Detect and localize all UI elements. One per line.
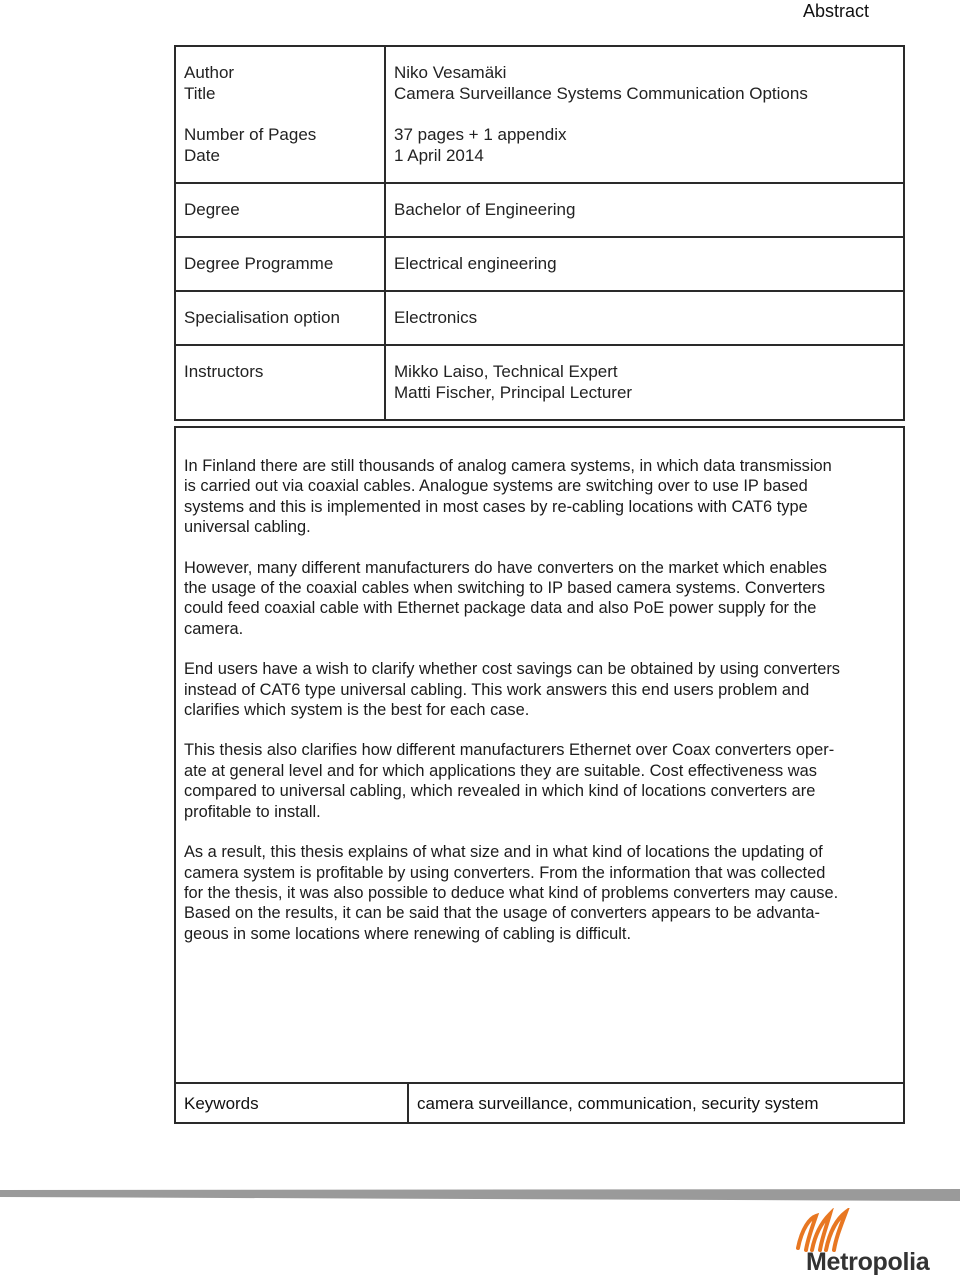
programme-value: Electrical engineering bbox=[385, 237, 904, 291]
paragraph-line: could feed coaxial cable with Ethernet package data and also PoE power supply for the bbox=[184, 599, 817, 618]
date-value: 1 April 2014 bbox=[394, 146, 484, 165]
info-row-instructors bbox=[175, 345, 904, 420]
paragraph-line: Based on the results, it can be said that the usage of converters appears to be advanta- bbox=[184, 904, 820, 923]
info-row-main bbox=[175, 46, 904, 183]
specialisation-label: Specialisation option bbox=[175, 291, 385, 345]
paragraph-line: End users have a wish to clarify whether cost savings can be obtained by using converters bbox=[184, 660, 840, 679]
paragraph-line: geous in some locations where renewing of cabling is difficult. bbox=[184, 924, 632, 943]
author-value: Niko Vesamäki bbox=[394, 63, 507, 82]
abstract-body bbox=[174, 426, 905, 1084]
info-row-specialisation bbox=[175, 291, 904, 345]
info-values-cell bbox=[385, 46, 904, 183]
abstract-paragraph bbox=[184, 740, 895, 822]
paragraph-line: As a result, this thesis explains of what size and in what kind of locations the updating of bbox=[184, 843, 823, 862]
paragraph-line: is carried out via coaxial cables. Analogue systems are switching over to use IP based bbox=[184, 477, 808, 496]
pages-value: 37 pages + 1 appendix bbox=[394, 125, 567, 144]
title-value: Camera Surveillance Systems Communication Options bbox=[394, 84, 808, 103]
paragraph-line: In Finland there are still thousands of analog camera systems, in which data transmission bbox=[184, 457, 832, 475]
footer-band bbox=[0, 1189, 960, 1201]
paragraph-line: profitable to install. bbox=[184, 802, 321, 821]
paragraph-line: camera system is profitable by using converters. From the information that was collected bbox=[184, 863, 826, 882]
paragraph-line: This thesis also clarifies how different manufacturers Ethernet over Coax converters oper- bbox=[184, 741, 835, 760]
abstract-paragraph bbox=[184, 659, 895, 720]
paragraph-line: However, many different manufacturers do have converters on the market which enables bbox=[184, 558, 827, 577]
abstract-paragraph bbox=[184, 456, 895, 538]
keywords-row bbox=[174, 1084, 905, 1124]
pages-label: Number of Pages bbox=[184, 125, 317, 144]
instructor-2: Matti Fischer, Principal Lecturer bbox=[394, 383, 633, 402]
instructors-label: Instructors bbox=[175, 345, 385, 420]
paragraph-line: for the thesis, it was also possible to deduce what kind of problems converters may cause. bbox=[184, 883, 839, 902]
footer-band-shape bbox=[0, 1189, 960, 1201]
degree-label: Degree bbox=[175, 183, 385, 237]
info-row-programme bbox=[175, 237, 904, 291]
abstract-paragraph bbox=[184, 842, 895, 944]
info-labels-cell bbox=[175, 46, 385, 183]
author-label: Author bbox=[184, 63, 235, 82]
paragraph-line: instead of CAT6 type universal cabling. This work answers this end users problem and bbox=[184, 680, 810, 699]
paragraph-line: camera. bbox=[184, 619, 244, 638]
logo-wordmark: Metropolia bbox=[806, 1248, 930, 1276]
instructors-value-cell bbox=[385, 345, 904, 420]
paragraph-line: clarifies which system is the best for each case. bbox=[184, 701, 530, 720]
keywords-value: camera surveillance, communication, security system bbox=[417, 1094, 819, 1113]
specialisation-value: Electronics bbox=[385, 291, 904, 345]
thesis-info-table bbox=[174, 45, 905, 421]
abstract-paragraph bbox=[184, 558, 895, 640]
instructor-1: Mikko Laiso, Technical Expert bbox=[394, 362, 618, 381]
date-label: Date bbox=[184, 146, 220, 165]
info-row-degree bbox=[175, 183, 904, 237]
degree-value: Bachelor of Engineering bbox=[385, 183, 904, 237]
paragraph-line: ate at general level and for which applications they are suitable. Cost effectiveness was bbox=[184, 761, 817, 780]
paragraph-line: compared to universal cabling, which revealed in which kind of locations converters are bbox=[184, 782, 816, 801]
keywords-label: Keywords bbox=[176, 1084, 409, 1122]
paragraph-line: systems and this is implemented in most cases by re-cabling locations with CAT6 type bbox=[184, 497, 808, 516]
title-label: Title bbox=[184, 84, 216, 103]
programme-label: Degree Programme bbox=[175, 237, 385, 291]
paragraph-line: universal cabling. bbox=[184, 518, 311, 537]
paragraph-line: the usage of the coaxial cables when switching to IP based camera systems. Converters bbox=[184, 579, 826, 598]
page-header-label: Abstract bbox=[802, 1, 869, 21]
